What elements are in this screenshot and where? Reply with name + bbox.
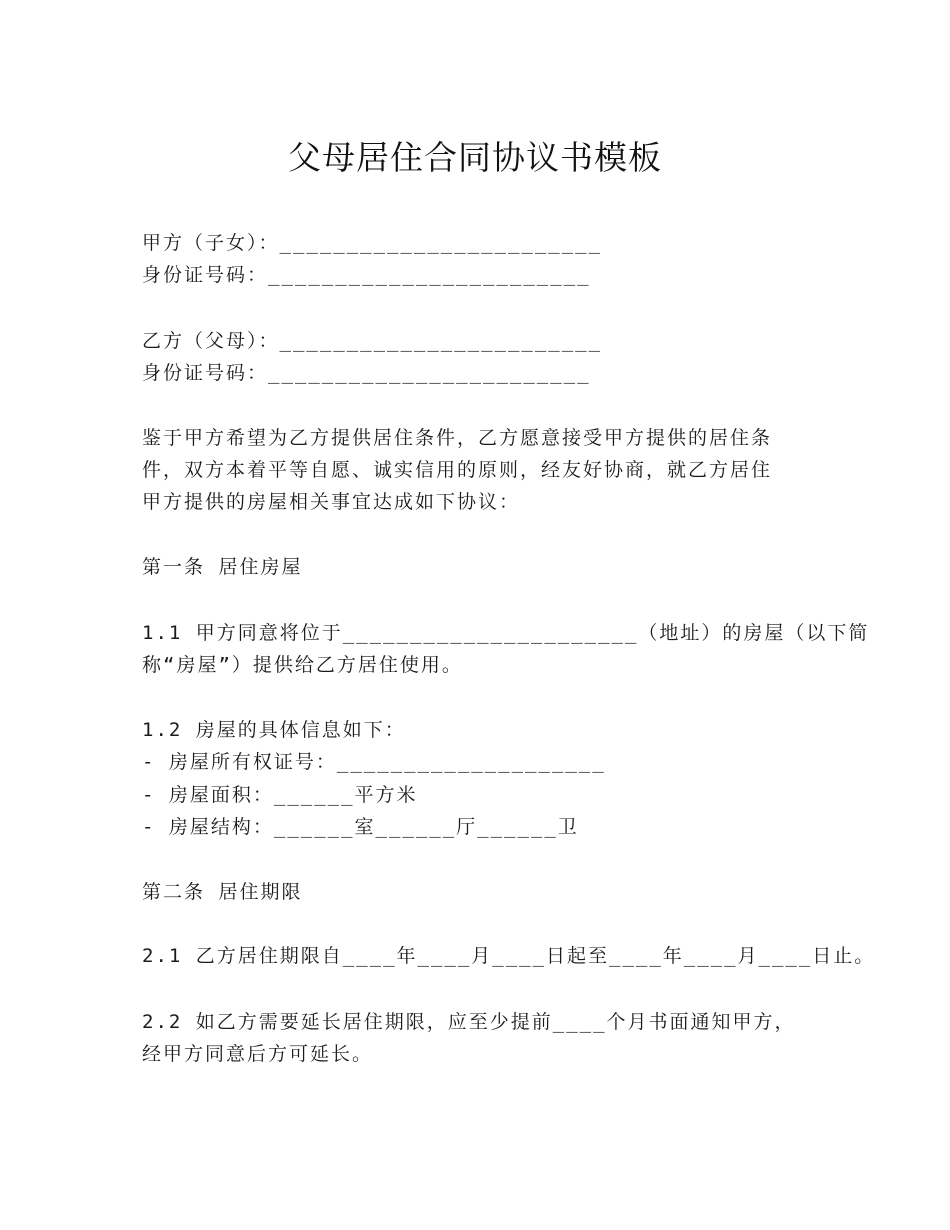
clause-1-1-line-1: 1.1 甲方同意将位于______________________（地址）的房屋（以下简 <box>142 622 870 644</box>
article-1-heading: 第一条 居住房屋 <box>142 556 303 578</box>
party-b-id-line: 身份证号码：________________________ <box>142 362 591 384</box>
article-2-heading: 第二条 居住期限 <box>142 881 303 903</box>
property-layout-line: - 房屋结构：______室______厅______卫 <box>142 816 579 838</box>
clause-2-2-line-2: 经甲方同意后方可延长。 <box>142 1043 374 1065</box>
preamble-line-3: 甲方提供的房屋相关事宜达成如下协议： <box>142 491 521 513</box>
clause-2-1-line: 2.1 乙方居住期限自____年____月____日起至____年____月____日止。 <box>142 945 876 967</box>
party-a-id-line: 身份证号码：________________________ <box>142 264 591 286</box>
preamble-line-1: 鉴于甲方希望为乙方提供居住条件，乙方愿意接受甲方提供的居住条 <box>142 427 773 449</box>
clause-1-2-heading: 1.2 房屋的具体信息如下： <box>142 719 406 741</box>
clause-2-2-line-1: 2.2 如乙方需要延长居住期限，应至少提前____个月书面通知甲方， <box>142 1011 796 1033</box>
party-a-name-line: 甲方（子女）：________________________ <box>142 232 603 254</box>
party-b-name-line: 乙方（父母）：________________________ <box>142 330 603 352</box>
preamble-line-2: 件，双方本着平等自愿、诚实信用的原则，经友好协商，就乙方居住 <box>142 459 773 481</box>
property-certificate-line: - 房屋所有权证号：____________________ <box>142 751 606 773</box>
clause-1-1-line-2: 称“房屋”）提供给乙方居住使用。 <box>142 654 463 676</box>
document-title: 父母居住合同协议书模板 <box>288 138 662 177</box>
property-area-line: - 房屋面积：______平方米 <box>142 784 418 806</box>
